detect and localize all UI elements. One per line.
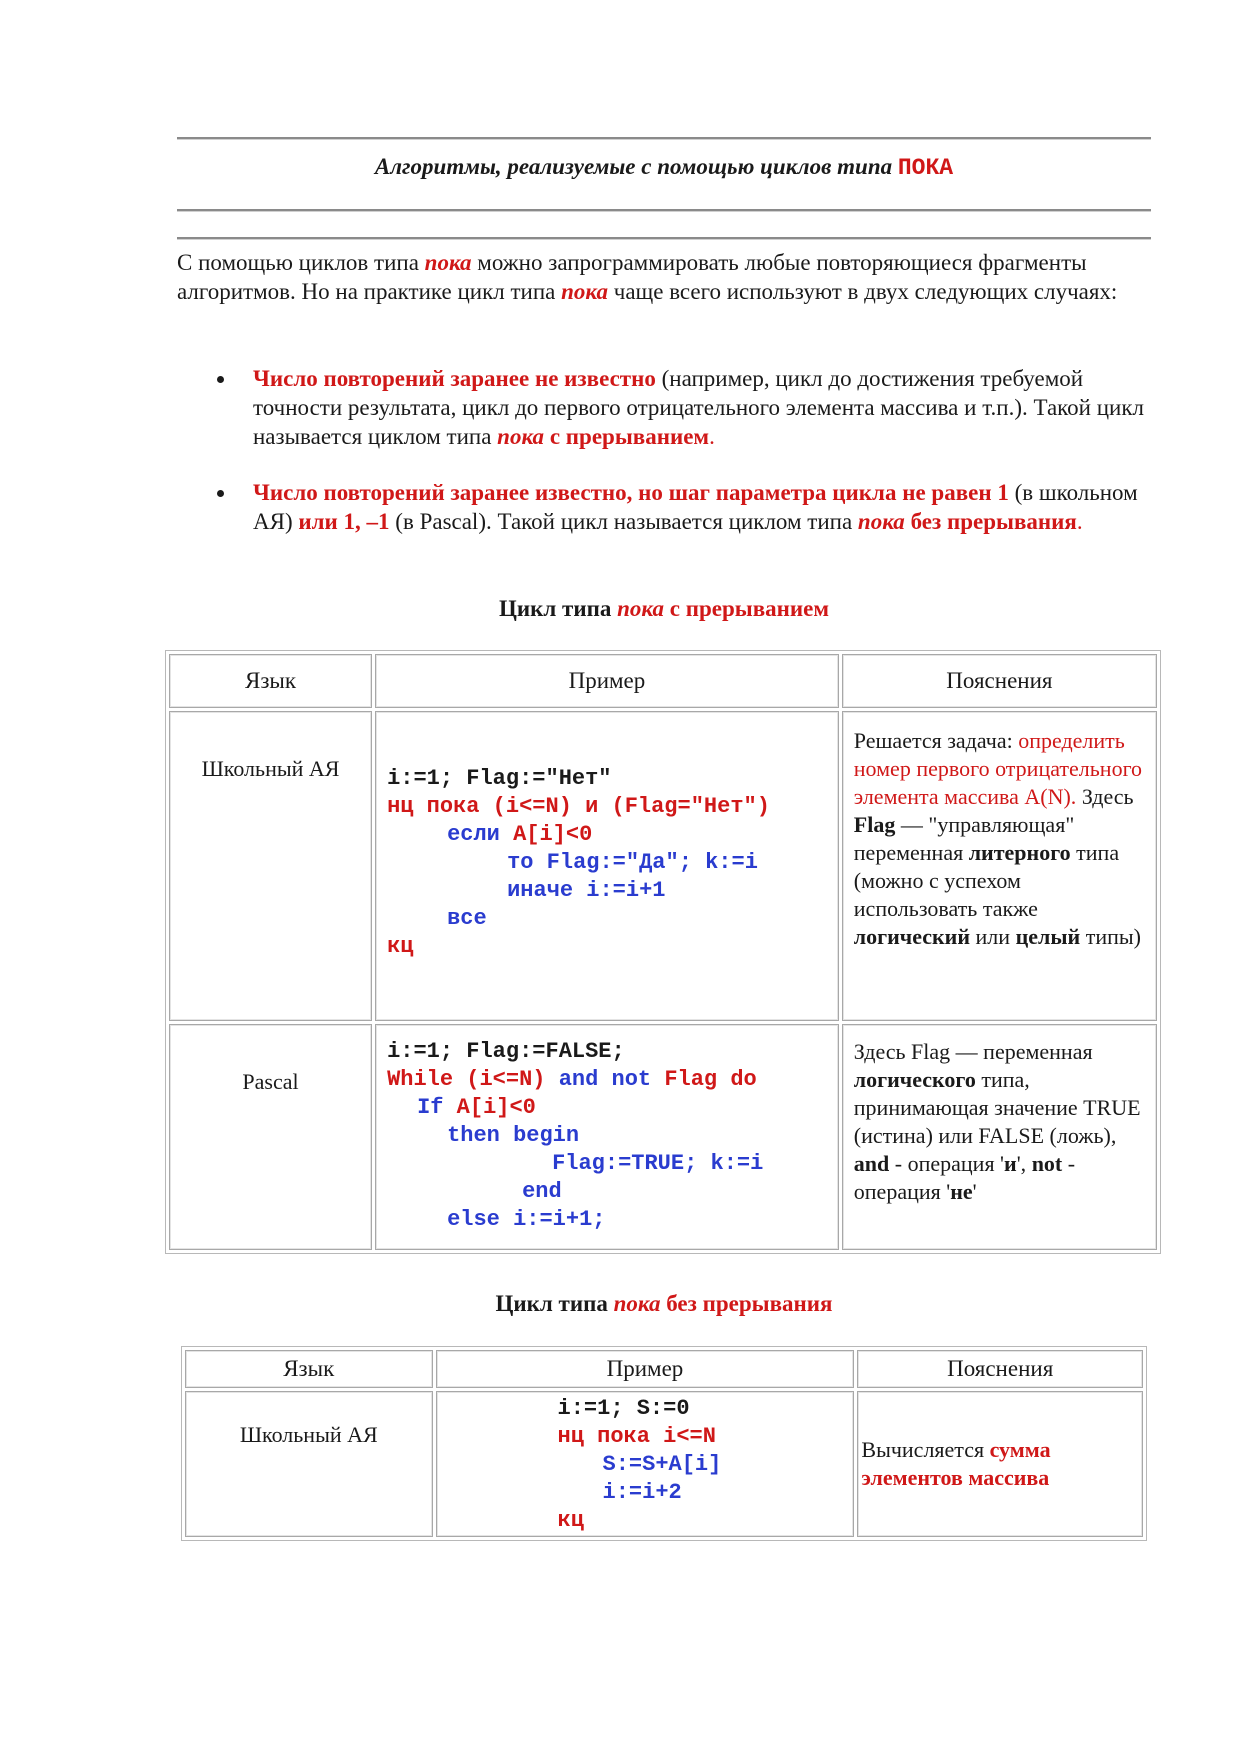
code-expr: Flag do [651, 1067, 757, 1092]
code-line: кц [387, 934, 414, 959]
title-bottom-rule [177, 209, 1151, 212]
code-line: i:=1; Flag:="Нет" [387, 766, 612, 791]
intro-top-rule [177, 237, 1151, 240]
bullet-list [177, 364, 1151, 536]
code-block [438, 1393, 853, 1535]
explanation-cell [842, 1024, 1157, 1250]
heading-text: Цикл типа [495, 1291, 614, 1316]
language-name: Pascal [242, 1069, 299, 1094]
bullet-end: . [1076, 509, 1083, 534]
code-line: нц пока (i<=N) и (Flag="Нет") [387, 794, 770, 819]
bullet-keyword-bold: без прерывания [904, 509, 1077, 534]
code-keyword: and not [558, 1067, 652, 1092]
code-line: end [522, 1179, 562, 1204]
expl-span: типа, принимающая значение TRUE (истина) или FALSE (ложь), [853, 1067, 1141, 1148]
expl-span: - операция ' [889, 1151, 1005, 1176]
language-cell [169, 711, 372, 1021]
expl-span: ' [972, 1179, 977, 1204]
expl-bold: не [950, 1179, 973, 1204]
explanation-cell [857, 1391, 1143, 1537]
expl-highlight: определить номер первого отрицательного элемента массива A(N). [853, 728, 1143, 809]
expl-bold: логического [853, 1067, 976, 1092]
intro-keyword-1: пока [424, 250, 472, 275]
table-row [169, 1024, 1157, 1250]
column-header-language: Язык [185, 1350, 433, 1388]
code-line: i:=1; Flag:=FALSE; [387, 1039, 625, 1064]
expl-bold: Flag [853, 812, 896, 837]
intro-paragraph [177, 248, 1151, 306]
bullet-keyword: пока [857, 509, 905, 534]
code-line: нц пока i<=N [557, 1424, 716, 1449]
column-header-example: Пример [375, 654, 839, 708]
code-block [377, 1026, 837, 1234]
language-name: Школьный АЯ [239, 1422, 378, 1447]
loop-with-break-table [165, 650, 1161, 1254]
intro-text-1: С помощью циклов типа [177, 250, 425, 275]
document-title [177, 154, 1151, 181]
column-header-example: Пример [436, 1350, 855, 1388]
explanation-text [844, 713, 1155, 951]
code-line: все [447, 906, 487, 931]
bullet-item [177, 478, 1151, 536]
code-line: i:=1; S:=0 [557, 1396, 690, 1421]
code-line [387, 1094, 837, 1122]
code-line [387, 1066, 837, 1094]
code-line: кц [557, 1508, 584, 1533]
language-cell [169, 1024, 372, 1250]
heading-suffix: без прерывания [660, 1291, 833, 1316]
expl-bold: and [853, 1151, 890, 1176]
heading-italic: пока [613, 1291, 661, 1316]
expl-span: ', [1016, 1151, 1032, 1176]
expl-span: Здесь Flag — переменная [853, 1039, 1093, 1064]
heading-italic: пока [617, 596, 664, 621]
language-name: Школьный АЯ [201, 756, 340, 781]
bullet-highlight: Число повторений заранее известно, но шаг параметра цикла не равен 1 [253, 480, 1009, 505]
code-line: else i:=i+1; [447, 1207, 606, 1232]
expl-span: Здесь [1076, 784, 1134, 809]
loop-without-break-table [181, 1346, 1147, 1541]
explanation-text [859, 1436, 1141, 1492]
intro-text-2: можно запрограммировать любые повторяющиеся фрагменты алгоритмов. Но на практике цикл типа [177, 250, 1087, 304]
bullet-text: (в школьном АЯ) [253, 480, 1138, 534]
table-row [169, 711, 1157, 1021]
heading-text: Цикл типа [498, 596, 618, 621]
column-header-explanation: Пояснения [857, 1350, 1143, 1388]
code-line: Flag:=TRUE; k:=i [552, 1151, 764, 1176]
expl-span: типы) [1080, 924, 1141, 949]
code-line [387, 821, 837, 849]
expl-span: - операция ' [853, 1151, 1076, 1204]
table-header-row [185, 1350, 1143, 1388]
table-row [185, 1391, 1143, 1537]
section-heading-1 [177, 596, 1151, 622]
intro-text-3: чаще всего используют в двух следующих случаях: [608, 279, 1118, 304]
expl-bold: и [1004, 1151, 1017, 1176]
bullet-text: (например, цикл до достижения требуемой точности результата, цикл до первого отрицательного элемента массива и т.п.). Такой цикл называется циклом типа [253, 366, 1145, 449]
bullet-dot-icon [217, 490, 224, 497]
title-text: Алгоритмы, реализуемые с помощью циклов типа [374, 154, 898, 179]
expl-bold: not [1031, 1151, 1063, 1176]
code-block [377, 713, 837, 961]
expl-bold: целый [1015, 924, 1081, 949]
code-keyword: если [447, 822, 500, 847]
bullet-keyword-bold: с прерыванием [544, 424, 710, 449]
expl-span: — "управляющая" переменная [853, 812, 1075, 865]
bullet-highlight-2: или 1, –1 [298, 509, 390, 534]
bullet-keyword: пока [497, 424, 545, 449]
code-cell [375, 1024, 839, 1250]
section-heading-2 [177, 1291, 1151, 1317]
expl-bold: логический [853, 924, 971, 949]
expl-highlight: сумма элементов массива [861, 1437, 1051, 1490]
code-line: то Flag:="Да"; k:=i [507, 850, 758, 875]
code-cell [436, 1391, 855, 1537]
expl-bold: литерного [968, 840, 1071, 865]
code-line: i:=i+2 [602, 1480, 682, 1505]
bullet-end: . [709, 424, 715, 449]
code-expr: A[i]<0 [443, 1095, 536, 1120]
column-header-language: Язык [169, 654, 372, 708]
explanation-text [844, 1026, 1155, 1206]
bullet-text-2: (в Pascal). Такой цикл называется циклом типа [389, 509, 858, 534]
bullet-item [177, 364, 1151, 451]
expl-span: Вычисляется [861, 1437, 990, 1462]
intro-keyword-2: пока [561, 279, 608, 304]
code-expr: A[i]<0 [499, 822, 593, 847]
code-cell [375, 711, 839, 1021]
code-expr: While (i<=N) [387, 1067, 559, 1092]
code-line: иначе i:=i+1 [507, 878, 666, 903]
column-header-explanation: Пояснения [842, 654, 1157, 708]
code-line: then begin [447, 1123, 580, 1148]
bullet-highlight: Число повторений заранее не известно [253, 366, 656, 391]
explanation-cell [842, 711, 1157, 1021]
language-cell [185, 1391, 433, 1537]
expl-span: типа (можно с успехом использовать также [853, 840, 1120, 921]
expl-span: Решается задача: [853, 728, 1019, 753]
code-keyword: If [417, 1095, 444, 1120]
table-header-row [169, 654, 1157, 708]
heading-suffix: с прерыванием [663, 596, 829, 621]
expl-span: или [970, 924, 1016, 949]
code-line: S:=S+A[i] [602, 1452, 722, 1477]
title-keyword: ПОКА [897, 155, 954, 181]
top-rule [177, 137, 1151, 140]
bullet-dot-icon [217, 376, 224, 383]
